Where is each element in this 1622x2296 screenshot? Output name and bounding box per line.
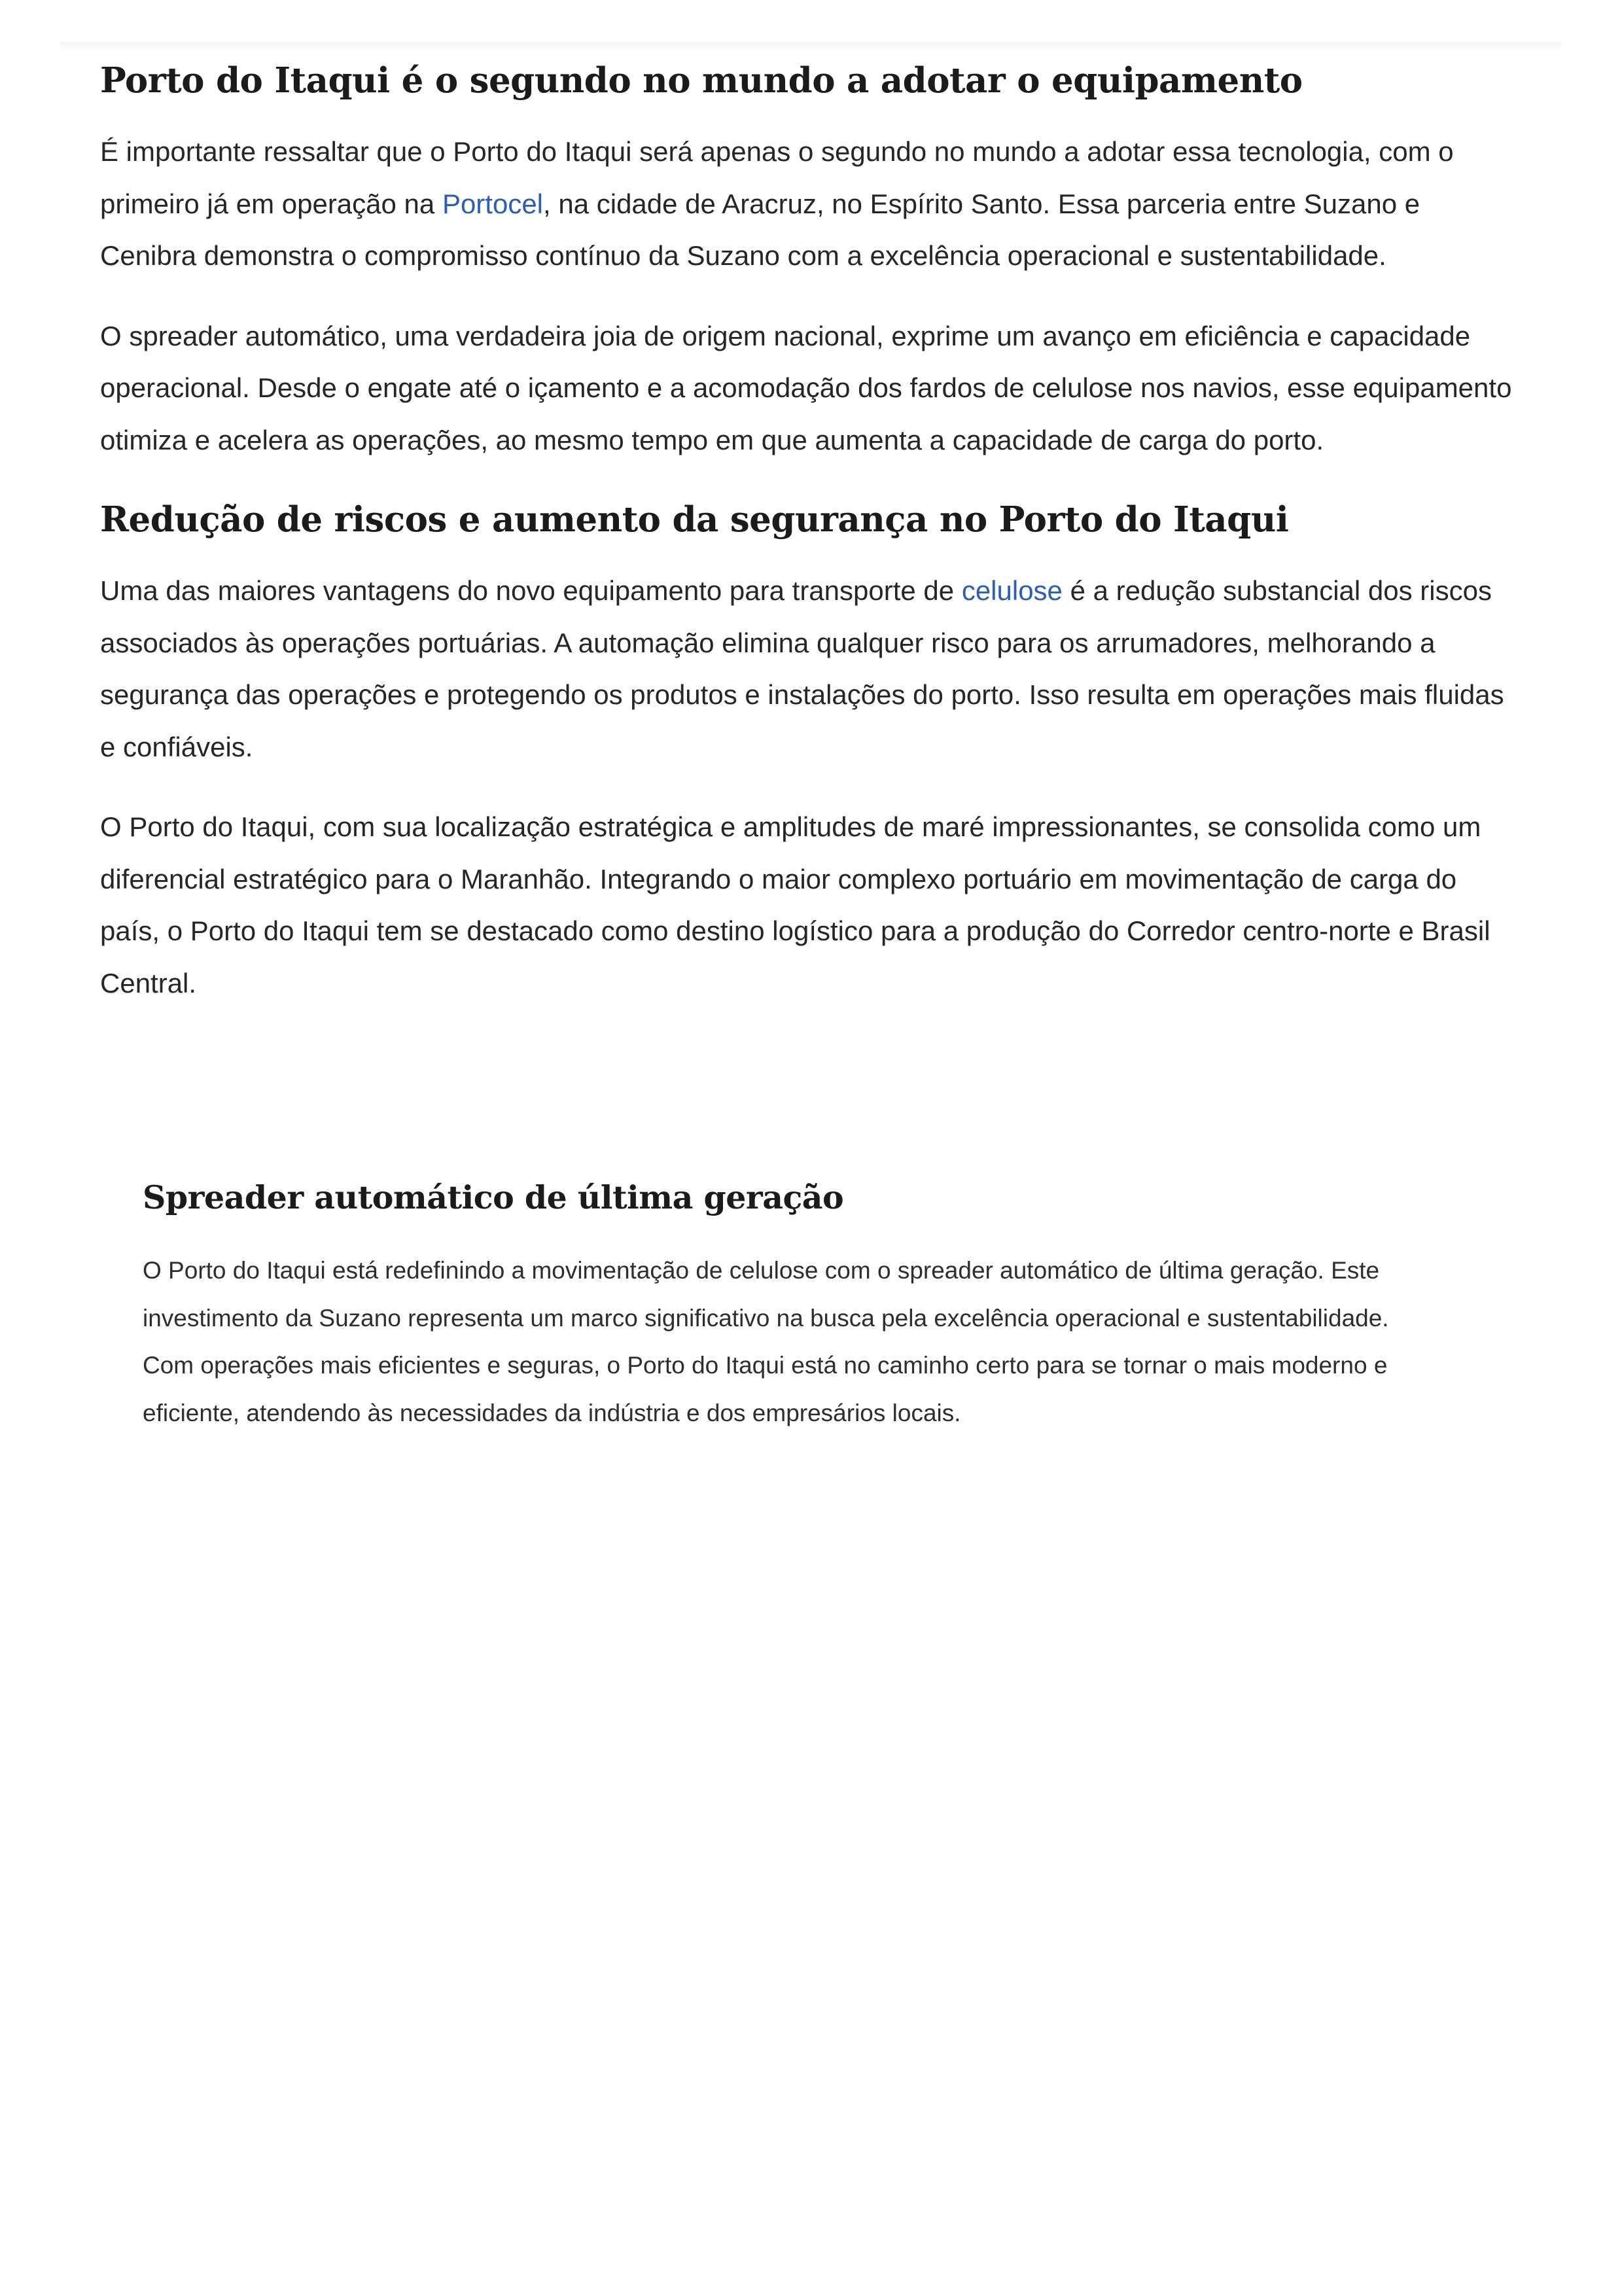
section-heading-seguranca: Redução de riscos e aumento da segurança no Porto do Itaqui xyxy=(100,499,1289,540)
paragraph-text: Uma das maiores vantagens do novo equipamento para transporte de xyxy=(100,575,962,606)
portocel-link[interactable]: Portocel xyxy=(442,188,544,219)
summary-text: O Porto do Itaqui está redefinindo a movimentação de celulose com o spreader automático de última geração. Este investimento da Suzano representa um marco significativo na busca pela excelência operacional e sustentabilidade. Com operações mais eficientes e seguras, o Porto do Itaqui está no caminho certo para se tornar o mais moderno e eficiente, atendendo às necessidades da indústria e dos empresários locais. xyxy=(143,1257,1389,1426)
paragraph-celulose xyxy=(100,565,1523,773)
top-edge-shadow xyxy=(60,42,1561,51)
section-heading-equipamento: Porto do Itaqui é o segundo no mundo a adotar o equipamento xyxy=(100,60,1303,101)
paragraph-text: , na cidade de Aracruz, no Espírito Santo. Essa parceria entre Suzano e Cenibra demonstra o compromisso contínuo da Suzano com a excelência operacional e sustentabilidade. xyxy=(100,188,1420,271)
summary-box xyxy=(143,1171,1438,1437)
paragraph-text: é a redução substancial dos riscos associados às operações portuárias. A automação elimina qualquer risco para os arrumadores, melhorando a segurança das operações e protegendo os produtos e instalações do porto. Isso resulta em operações mais fluidas e confiáveis. xyxy=(100,575,1504,762)
celulose-link[interactable]: celulose xyxy=(961,575,1063,606)
paragraph-maranhao: O Porto do Itaqui, com sua localização estratégica e amplitudes de maré impressionantes, se consolida como um diferencial estratégico para o Maranhão. Integrando o maior complexo portuário em movimentação de carga do país, o Porto do Itaqui tem se destacado como destino logístico para a produção do Corredor centro-norte e Brasil Central. xyxy=(100,811,1490,998)
article-body xyxy=(100,54,1523,1037)
paragraph-spreader: O spreader automático, uma verdadeira joia de origem nacional, exprime um avanço em eficiência e capacidade operacional. Desde o engate até o içamento e a acomodação dos fardos de celulose nos navios, esse equipamento otimiza e acelera as operações, ao mesmo tempo em que aumenta a capacidade de carga do porto. xyxy=(100,320,1512,455)
paragraph-text: É importante ressaltar que o Porto do Itaqui será apenas o segundo no mundo a adotar essa tecnologia, com o primeiro já em operação na xyxy=(100,136,1454,219)
paragraph-portocel xyxy=(100,126,1523,282)
summary-heading: Spreader automático de última geração xyxy=(143,1178,844,1216)
